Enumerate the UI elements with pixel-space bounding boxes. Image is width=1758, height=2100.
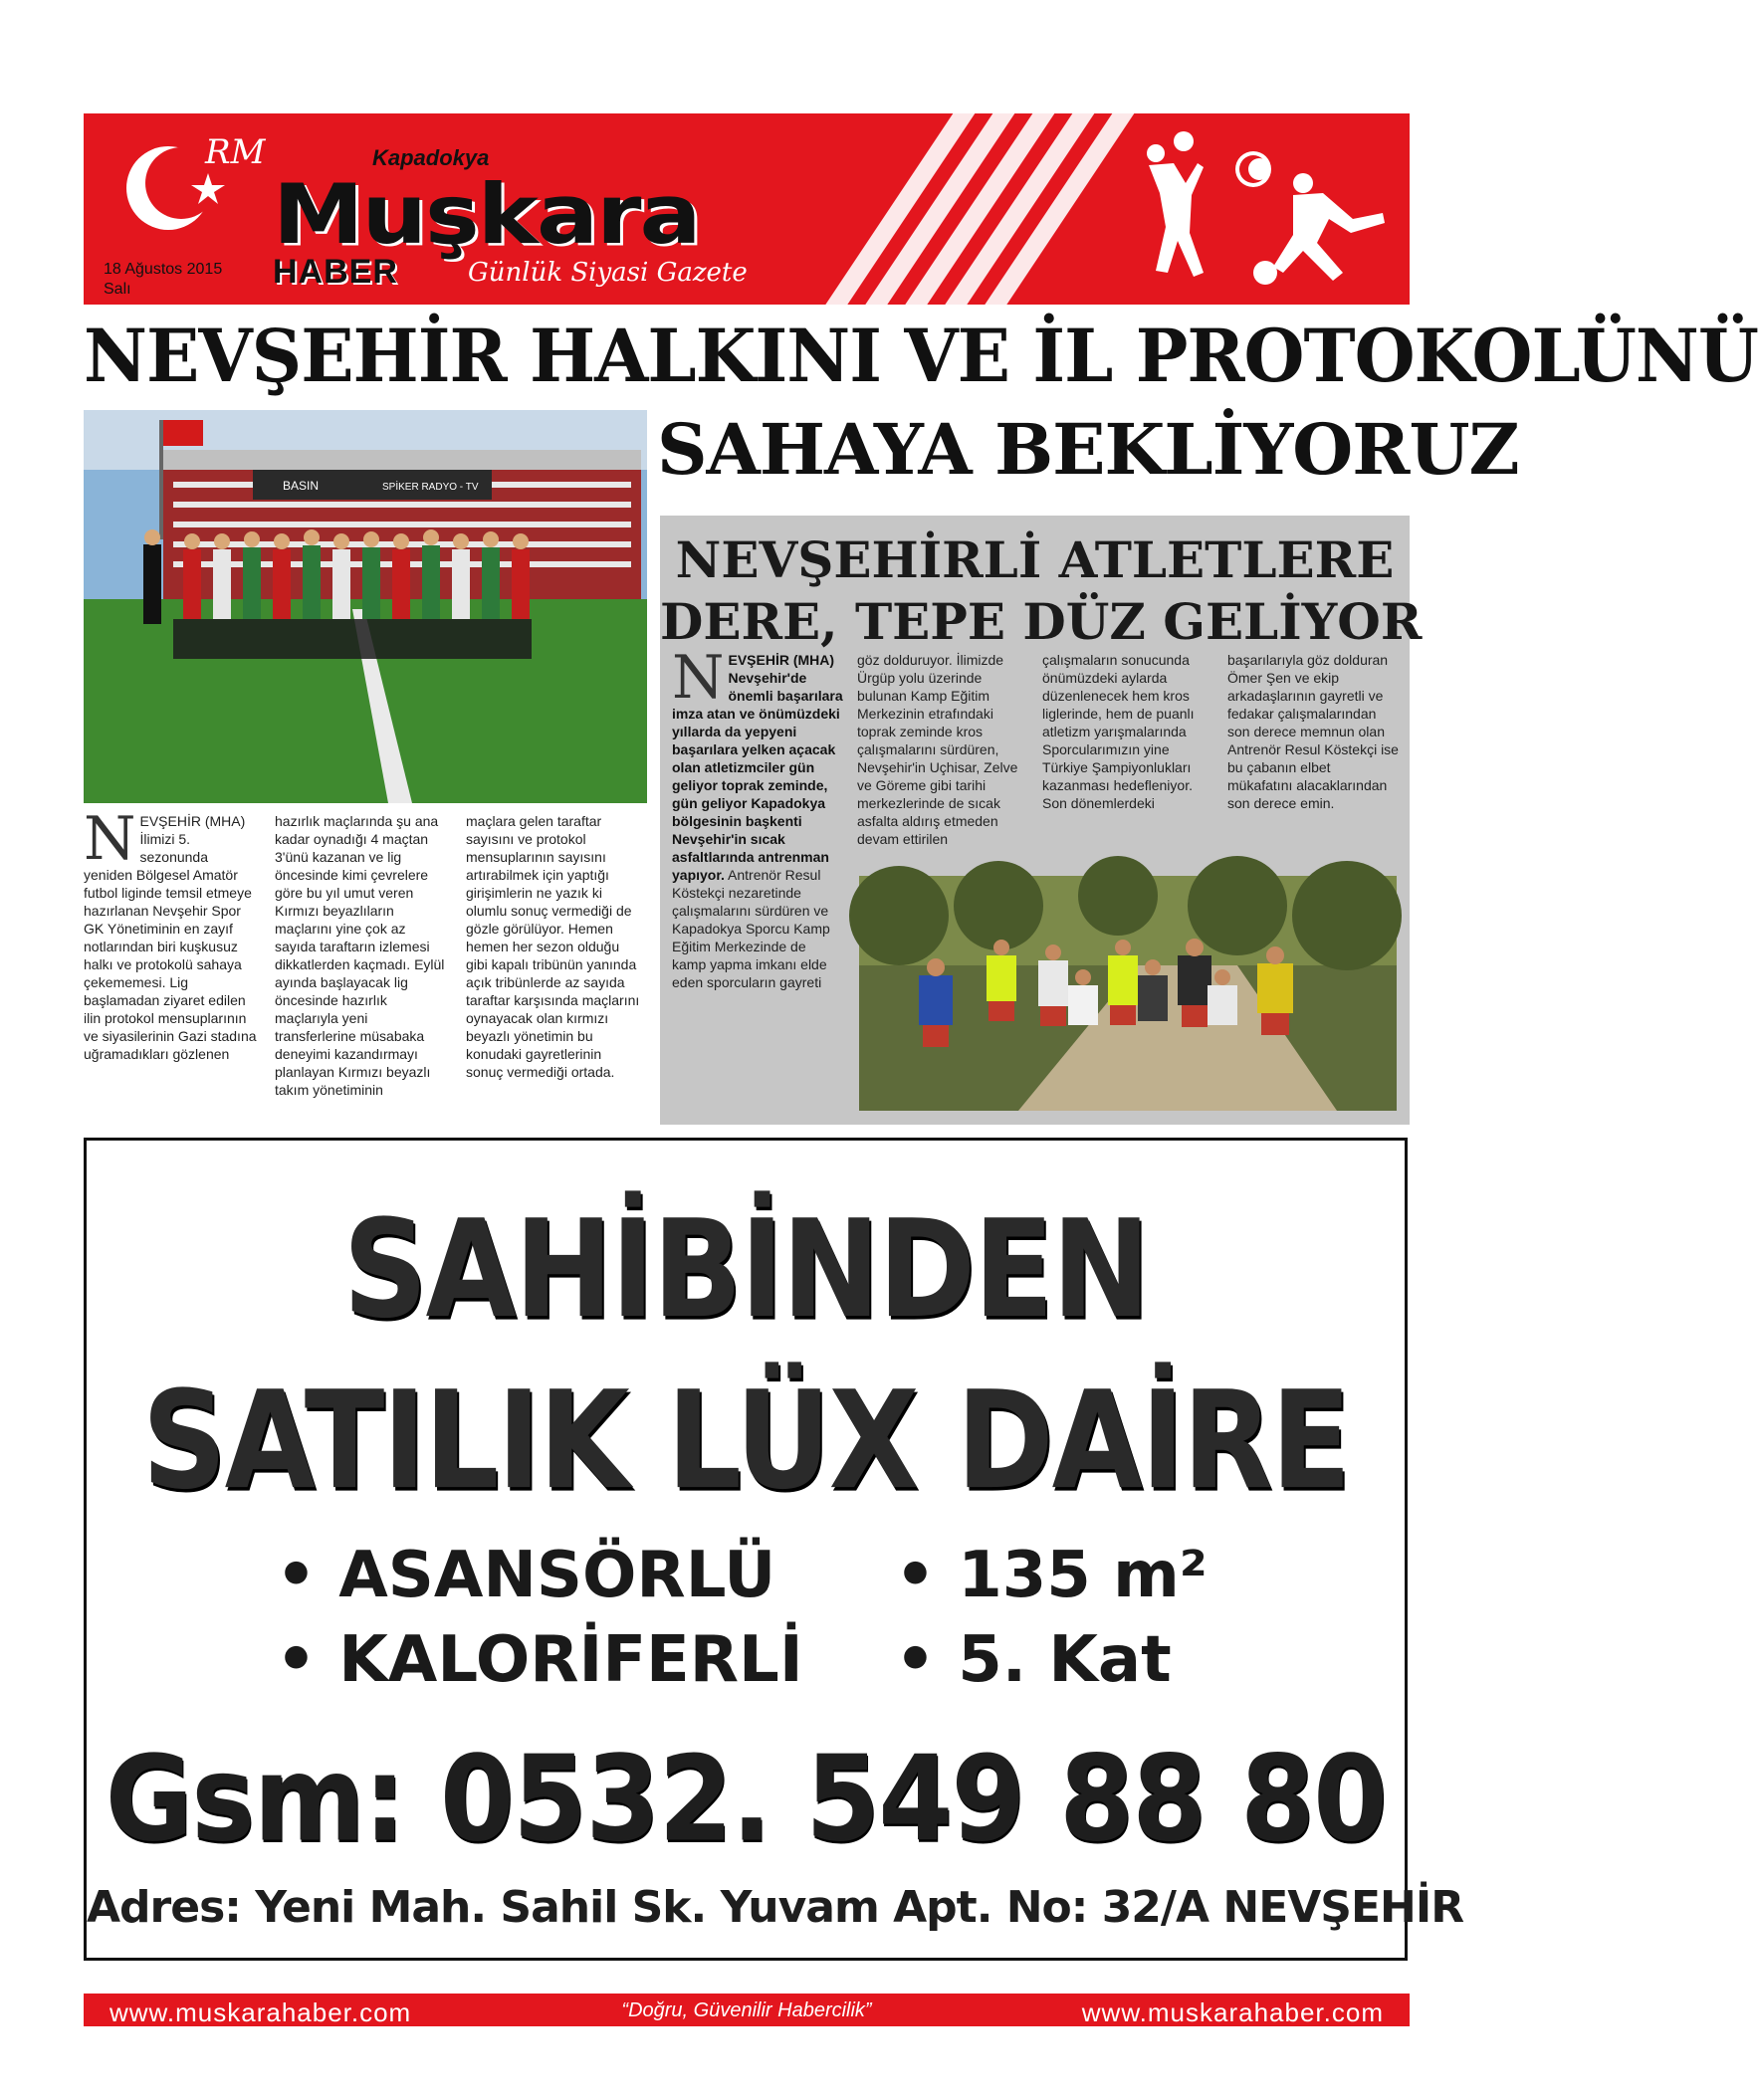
athletes-article-box	[660, 516, 1423, 1125]
footer-slogan: “Doğru, Güvenilir Habercilik”	[621, 1999, 872, 2021]
crescent-star-logo-icon	[113, 133, 283, 243]
stadium-banner-left: BASIN	[283, 479, 320, 493]
athletes-title-line2: DERE, TEPE DÜZ GELİYOR	[660, 592, 1423, 651]
masthead-banner	[84, 113, 1410, 305]
runners-photo	[859, 876, 1397, 1111]
athletes-column-3	[1042, 651, 1213, 812]
main-headline: NEVŞEHİR HALKINI VE İL PROTOKOLÜNÜ	[84, 312, 1758, 400]
issue-date: 18 Ağustos 2015	[104, 261, 223, 278]
footer-website-left[interactable]: www.muskarahaber.com	[110, 1997, 412, 2027]
stadium-banner-right: SPİKER RADYO - TV	[382, 482, 479, 493]
brand-kicker: Kapadokya	[372, 145, 490, 170]
left-article-text-2: hazırlık maçlarında şu ana kadar oynadığı 4 maçtan 3'ünü kazanan ve lig öncesinde kimi çevrelere göre bu yıl umut veren Kırmızı beyazlıların maçlarını yine çok az sayıda taraftarın izlemesi dikkatlerden kaçmadı. Eylül ayında başlayacak lig öncesinde hazırlık maçlarıyla yeni transferlerine müsabaka deneyimi kazandırmayı planlayan Kırmızı beyazlı takım yönetiminin	[275, 813, 445, 1098]
footer-website-right[interactable]: www.muskarahaber.com	[1081, 1997, 1384, 2027]
ad-feature-heating: • KALORİFERLİ	[276, 1623, 803, 1697]
ad-headline-line1: SAHİBİNDEN	[342, 1189, 1149, 1349]
logo-mark: RM	[205, 132, 266, 172]
left-article	[84, 804, 647, 1131]
left-article-dropcap: N	[84, 804, 136, 874]
main-headline-line2: SAHAYA BEKLİYORUZ	[657, 408, 1519, 491]
newspaper-slogan: Günlük Siyasi Gazete	[468, 258, 748, 288]
issue-day: Salı	[104, 281, 131, 298]
ad-feature-floor: • 5. Kat	[895, 1623, 1172, 1697]
athletes-col4-text: başarılarıyla göz dolduran Ömer Şen ve ekip arkadaşlarının gayretli ve fedakar çalışmalarından son derece memnun olan Antrenör Resul Köstekçi ise bu çabanın elbet mükafatını alacaklarından son derece emin.	[1227, 652, 1399, 811]
left-article-text-3: maçlara gelen taraftar sayısını ve protokol mensuplarının sayısını artırabilmek için yaptığı girişimlerin ne yazık ki olumlu sonuç vermediği de gözle görülüyor. Hemen hemen her sezon olduğu gibi kapalı tribünün yanında açık tribünlerde az sayıda taraftar karşısında maçlarını oynayacak olan kırmızı beyazlı yönetimin bu konudaki gayretlerinin sonuç vermediği ortada.	[466, 813, 640, 1080]
ad-feature-elevator: • ASANSÖRLÜ	[276, 1539, 776, 1612]
athletes-col2-text: göz dolduruyor. İlimizde Ürgüp yolu üzerinde bulunan Kamp Eğitim Merkezinin etrafındaki toprak zeminde kros çalışmalarını sürdüren, Nevşehir'in Uçhisar, Zelve ve Göreme gibi tarihi merkezlerinde de sıcak asfalta aldırış etmeden devam ettirilen	[857, 652, 1018, 847]
athletes-article-title	[660, 529, 1423, 653]
ad-address: Adres: Yeni Mah. Sahil Sk. Yuvam Apt. No: 32/A NEVŞEHİR	[87, 1882, 1464, 1933]
ad-headline-line2: SATILIK LÜX DAİRE	[141, 1361, 1350, 1520]
left-article-column-3	[466, 812, 641, 1081]
ad-phone-number: Gsm: 0532. 549 88 80	[105, 1731, 1387, 1869]
athletes-col3-text: çalışmaların sonucunda önümüzdeki aylarda düzenlenecek hem kros liglerinde, hem de puanlı atletizm yarışmalarında Sporcularımızın yine Türkiye Şampiyonlukları kazanması hedefleniyor. Son dönemlerdeki	[1042, 652, 1195, 811]
left-article-column-1	[84, 804, 259, 1063]
athletes-silhouette-icon	[1094, 123, 1393, 303]
athletes-column-4	[1227, 651, 1399, 812]
athletes-title-line1: NEVŞEHİRLİ ATLETLERE	[675, 530, 1395, 589]
athletes-column-1	[672, 643, 843, 991]
footer-bar	[84, 1994, 1410, 2026]
left-article-text-1: EVŞEHİR (MHA) İlimizi 5. sezonunda yeniden Bölgesel Amatör futbol liginde temsil etmeye hazırlanan Nevşehir Spor GK Yönetiminin en zayıf notlarından biri kuşkusuz halkı ve protokolü sahaya çekememesi. Lig başlamadan ziyaret edilen ilin protokol mensuplarının ve siyasilerinin Gazi stadına uğramadıkları gözlenen	[84, 813, 257, 1062]
athletes-col1-rest: Antrenör Resul Köstekçi nezaretinde çalışmalarını sürdüren ve Kapadokya Sporcu Kamp Eğitim Merkezinde de kamp yapma imkanı elde eden sporcuların gayreti	[672, 867, 830, 990]
athletes-column-2	[857, 651, 1028, 848]
team-stadium-photo	[84, 410, 647, 803]
ad-feature-area: • 135 m²	[895, 1539, 1208, 1612]
newspaper-name-haber: HABER	[273, 253, 398, 291]
athletes-lead: EVŞEHİR (MHA) Nevşehir'de önemli başarılara imza atan ve önümüzdeki yıllarda da yepyeni başarılara yelken açacak olan atletizmciler gün geliyor toprak zeminde, gün geliyor Kapadokya bölgesinin başkenti Nevşehir'in sıcak asfaltlarında antrenman yapıyor.	[672, 652, 843, 883]
athletes-dropcap: N	[672, 643, 725, 713]
left-article-column-2	[275, 812, 450, 1099]
newspaper-name: Muşkara	[273, 166, 700, 263]
real-estate-advertisement	[84, 1138, 1464, 1961]
